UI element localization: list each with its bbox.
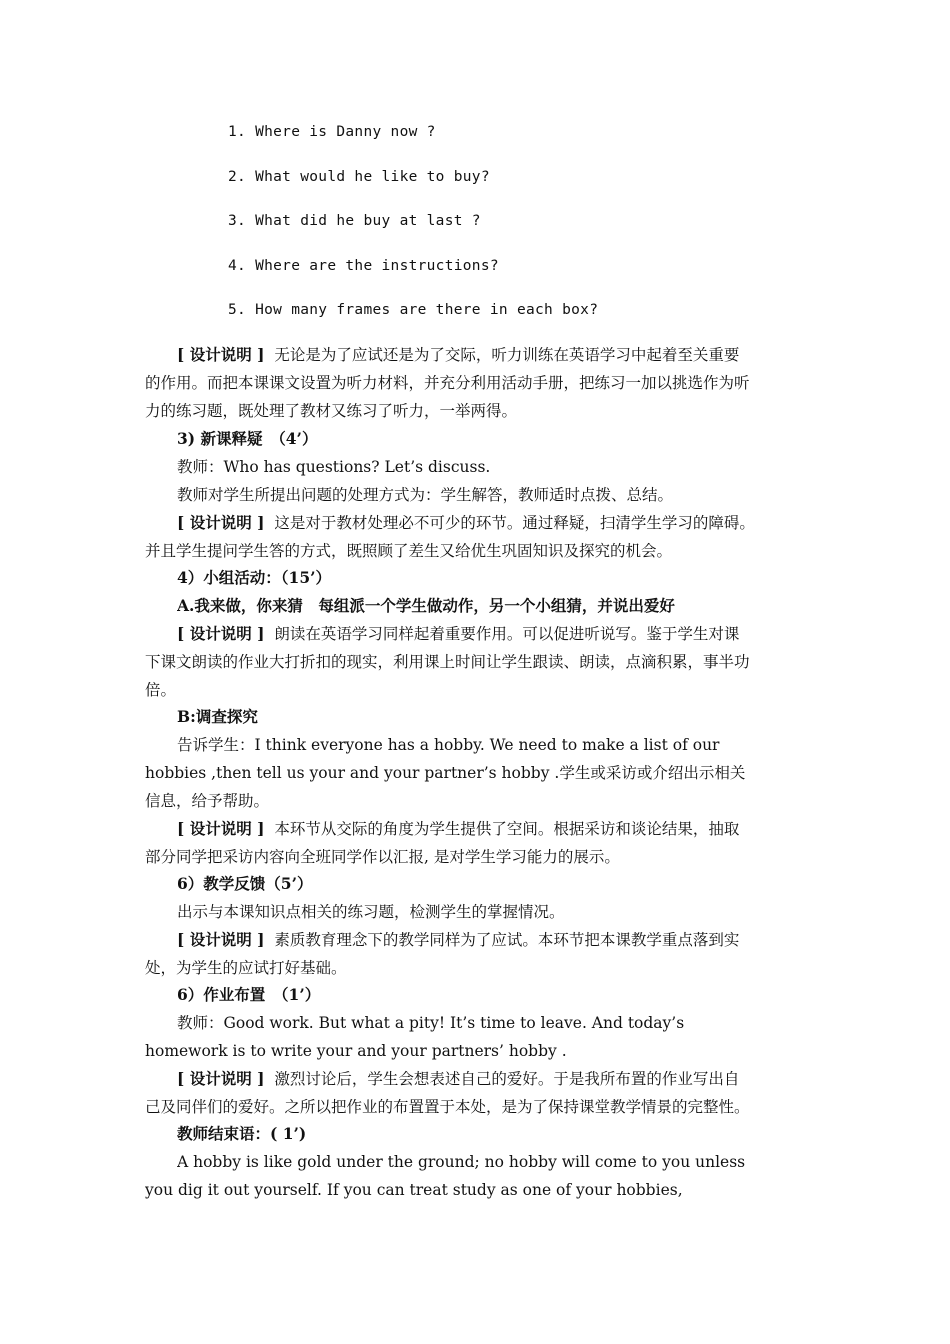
activity-b-line-1: 告诉学生：I think everyone has a hobby. We need to make a list of our — [177, 736, 720, 754]
design-note-6-line-2: 己及同伴们的爱好。之所以把作业的布置置于本处，是为了保持课堂教学情景的完整性。 — [145, 1098, 750, 1116]
design-note-4-line-1: [ 设计说明 ] 本环节从交际的角度为学生提供了空间。根据采访和谈论结果，抽取 — [177, 819, 740, 838]
question-handling-line: 教师对学生所提出问题的处理方式为：学生解答，教师适时点拨、总结。 — [177, 486, 674, 504]
homework-line-2: homework is to write your and your partners’ hobby . — [145, 1042, 567, 1060]
activity-b-heading: B:调查探究 — [177, 707, 258, 726]
design-note-tag: [ 设计说明 ] — [177, 930, 265, 949]
design-note-3-line-2: 下课文朗读的作业大打折扣的现实，利用课上时间让学生跟读、朗读，点滴积累，事半功 — [145, 653, 750, 671]
closing-line-1: A hobby is like gold under the ground; no hobby will come to you unless — [177, 1153, 746, 1171]
design-note-2-line-2: 并且学生提问学生答的方式，既照顾了差生又给优生巩固知识及探究的机会。 — [145, 542, 673, 560]
design-note-tag: [ 设计说明 ] — [177, 819, 265, 838]
feedback-line: 出示与本课知识点相关的练习题，检测学生的掌握情况。 — [177, 903, 565, 921]
section-heading-4: 4）小组活动：（15’） — [177, 568, 332, 587]
design-note-tag: [ 设计说明 ] — [177, 1069, 265, 1088]
design-note-3-line-3: 倍。 — [145, 681, 177, 699]
section-heading-3: 3) 新课释疑 （4’） — [177, 429, 318, 448]
section-heading-6b: 6）作业布置 （1’） — [177, 985, 321, 1004]
design-note-5-line-2: 处，为学生的应试打好基础。 — [145, 959, 347, 977]
section-heading-6a: 6）教学反馈（5’） — [177, 874, 313, 893]
design-note-6-line-1: [ 设计说明 ] 激烈讨论后，学生会想表述自己的爱好。于是我所布置的作业写出自 — [177, 1069, 740, 1088]
homework-line-1: 教师：Good work. But what a pity! It’s time to leave. And today’s — [177, 1014, 685, 1032]
design-note-1-line-1: [ 设计说明 ] 无论是为了应试还是为了交际，听力训练在英语学习中起着至关重要 — [177, 345, 740, 364]
question-1: 1. Where is Danny now ? — [228, 124, 436, 140]
activity-b-line-2: hobbies ,then tell us your and your partner’s hobby .学生或采访或介绍出示相关 — [145, 764, 746, 782]
design-note-tag: [ 设计说明 ] — [177, 624, 265, 643]
design-note-3-line-1: [ 设计说明 ] 朗读在英语学习同样起着重要作用。可以促进听说写。鉴于学生对课 — [177, 624, 740, 643]
closing-line-2: you dig it out yourself. If you can treat study as one of your hobbies, — [145, 1181, 683, 1199]
activity-b-line-3: 信息，给予帮助。 — [145, 792, 270, 810]
design-note-5-line-1: [ 设计说明 ] 素质教育理念下的教学同样为了应试。本环节把本课教学重点落到实 — [177, 930, 740, 949]
design-note-1-line-3: 力的练习题，既处理了教材又练习了听力，一举两得。 — [145, 402, 518, 420]
teacher-question-line: 教师：Who has questions? Let’s discuss. — [177, 458, 491, 476]
question-4: 4. Where are the instructions? — [228, 258, 499, 274]
question-2: 2. What would he like to buy? — [228, 169, 490, 185]
design-note-2-line-1: [ 设计说明 ] 这是对于教材处理必不可少的环节。通过释疑，扫清学生学习的障碍。 — [177, 513, 755, 532]
design-note-tag: [ 设计说明 ] — [177, 513, 265, 532]
design-note-4-line-2: 部分同学把采访内容向全班同学作以汇报, 是对学生学习能力的展示。 — [145, 848, 620, 866]
closing-heading: 教师结束语：( 1’) — [177, 1124, 307, 1143]
design-note-tag: [ 设计说明 ] — [177, 345, 265, 364]
design-note-1-line-2: 的作用。而把本课课文设置为听力材料，并充分利用活动手册，把练习一加以挑选作为听 — [145, 374, 750, 392]
question-5: 5. How many frames are there in each box? — [228, 302, 599, 318]
question-3: 3. What did he buy at last ? — [228, 213, 481, 229]
activity-a-heading: A.我来做，你来猜 每组派一个学生做动作，另一个小组猜，并说出爱好 — [177, 596, 675, 615]
